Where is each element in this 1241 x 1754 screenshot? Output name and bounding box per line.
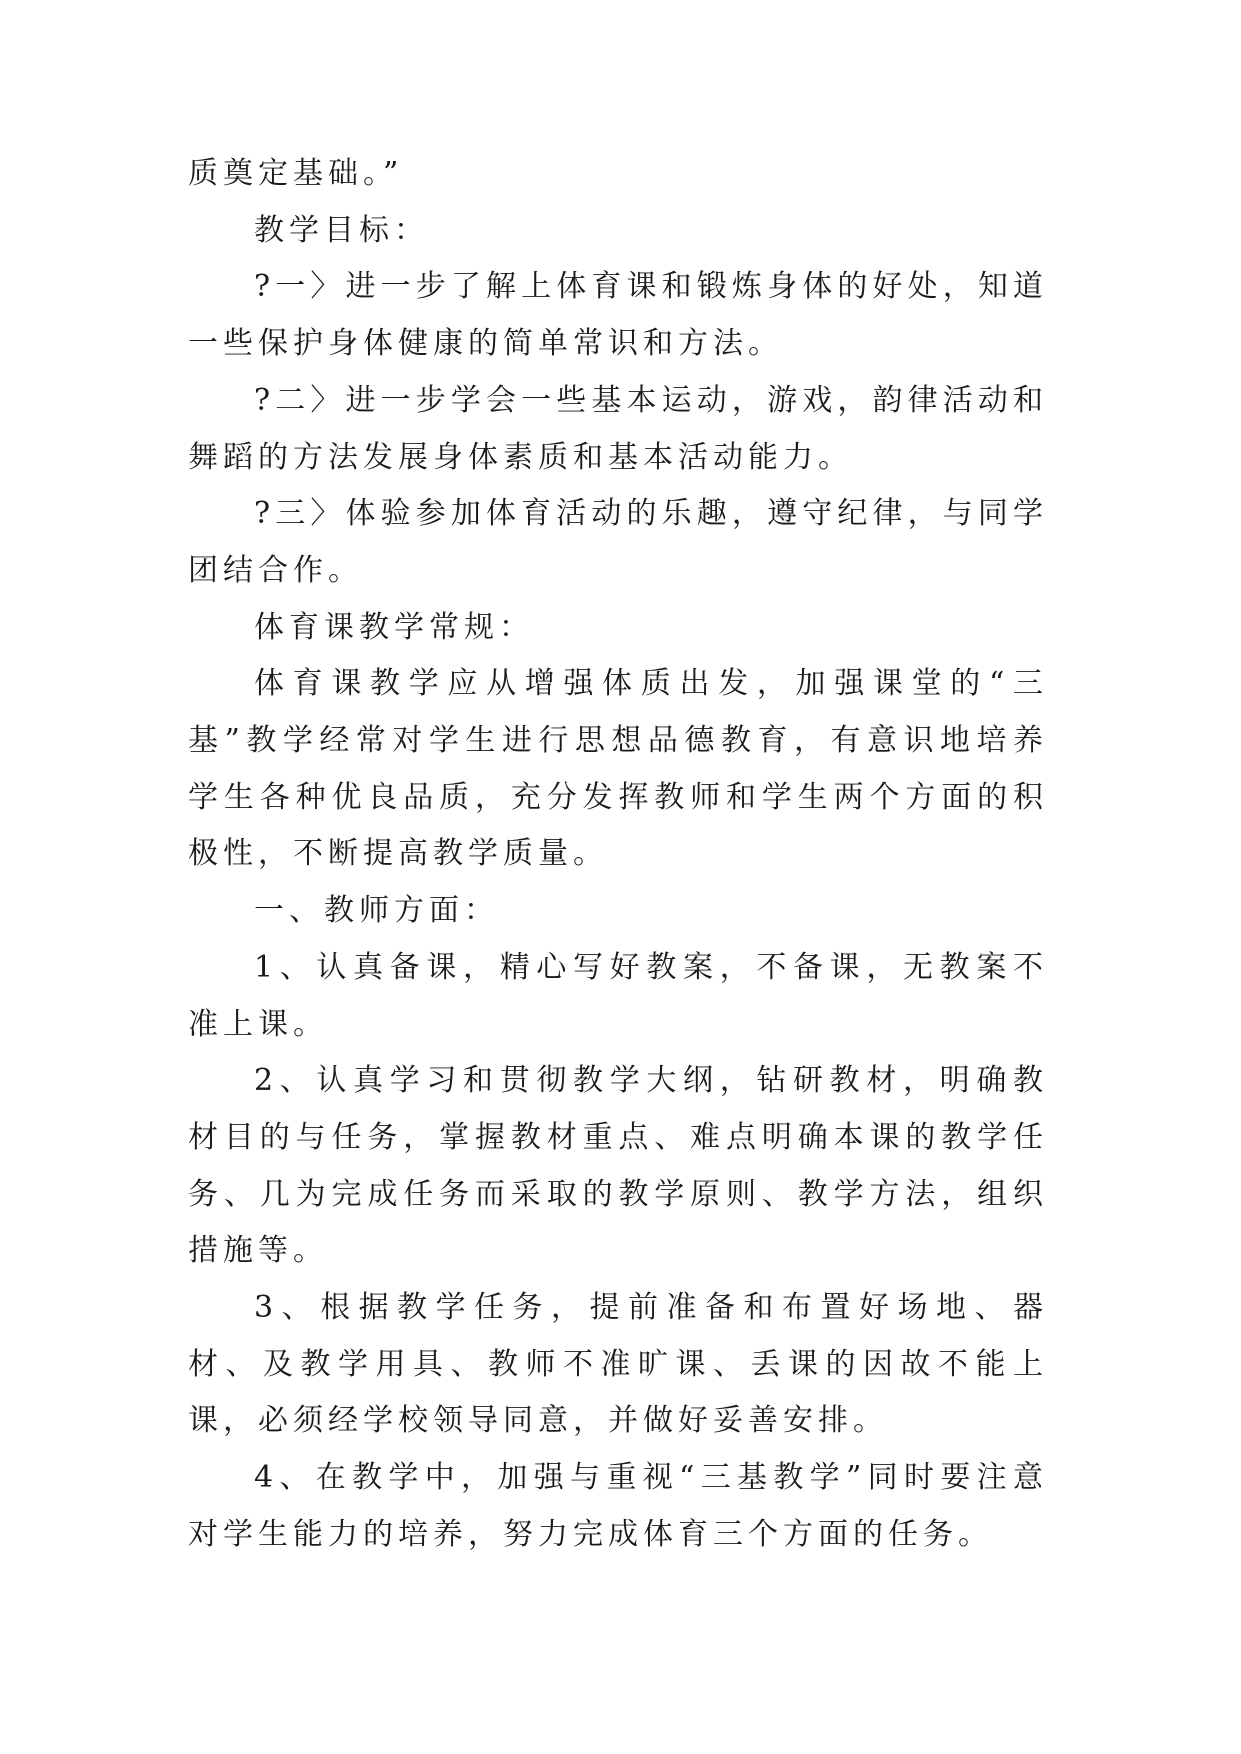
rule-item-4: 4、在教学中，加强与重视“三基教学”同时要注意对学生能力的培养，努力完成体育三个方面的任务。	[188, 1460, 1048, 1552]
rule-item-1: 1、认真备课，精心写好教案，不备课，无教案不准上课。	[188, 949, 1048, 1042]
paragraph-rules-intro: 体育课教学应从增强体质出发，加强课堂的“三基”教学经常对学生进行思想品德教育，有意识地培养学生各种优良品质，充分发挥教师和学生两个方面的积极性，不断提高教学质量。	[188, 666, 1048, 872]
heading-teaching-rules: 体育课教学常规：	[254, 609, 534, 645]
heading-teacher-section: 一、教师方面：	[254, 893, 499, 929]
paragraph-continuation: 质奠定基础。”	[188, 156, 404, 191]
document-body	[188, 146, 1048, 1564]
goal-item-1: ?一〉进一步了解上体育课和锻炼身体的好处，知道一些保护身体健康的简单常识和方法。	[188, 269, 1048, 362]
goal-item-3: ?三〉体验参加体育活动的乐趣，遵守纪律，与同学团结合作。	[188, 496, 1048, 588]
goal-item-2: ?二〉进一步学会一些基本运动，游戏，韵律活动和舞蹈的方法发展身体素质和基本活动能力。	[188, 382, 1048, 475]
heading-teaching-goals: 教学目标：	[254, 212, 429, 248]
rule-item-3: 3、根据教学任务，提前准备和布置好场地、器材、及教学用具、教师不准旷课、丢课的因故不能上课，必须经学校领导同意，并做好妥善安排。	[188, 1290, 1048, 1439]
rule-item-2: 2、认真学习和贯彻教学大纲，钻研教材，明确教材目的与任务，掌握教材重点、难点明确本课的教学任务、几为完成任务而采取的教学原则、教学方法，组织措施等。	[188, 1063, 1048, 1269]
